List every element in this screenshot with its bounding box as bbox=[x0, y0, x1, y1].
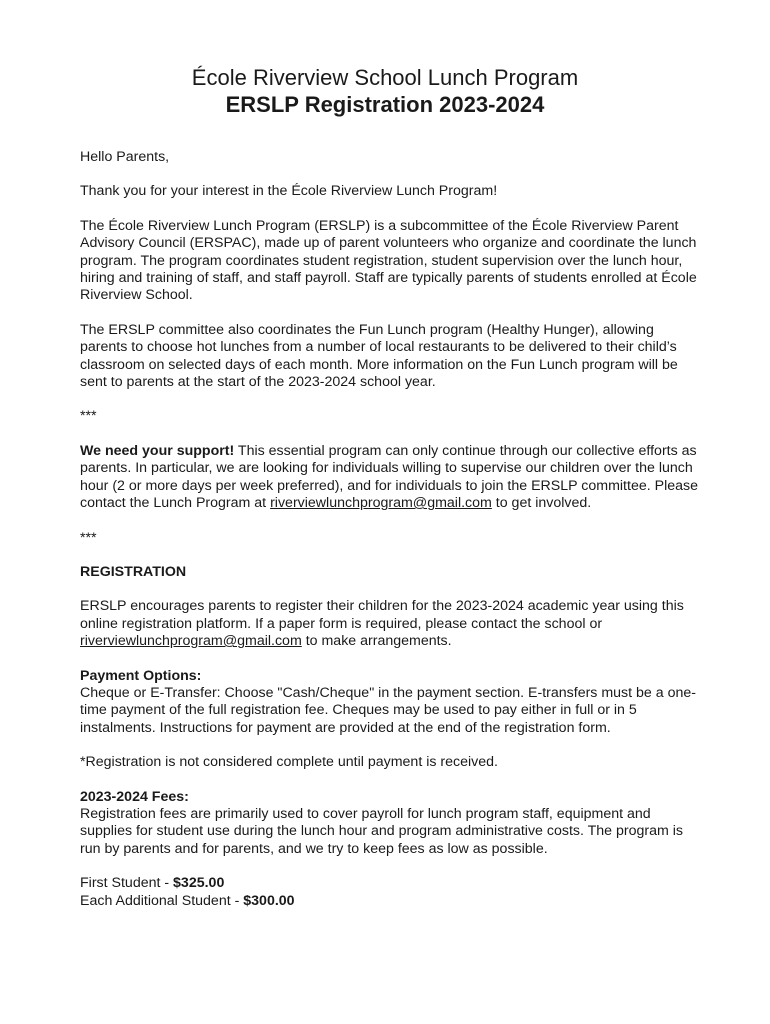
document-title: École Riverview School Lunch Program bbox=[191, 65, 579, 90]
payment-note: *Registration is not considered complete until payment is received. bbox=[80, 754, 498, 771]
fees-paragraph: Registration fees are primarily used to cover payroll for lunch program staff, equipment and supplies for student use during the lunch hour and program administrative costs. The program is run by parents and for parents, and we try to keep fees as low as possible. bbox=[80, 805, 684, 857]
fee-first-amount: $325.00 bbox=[173, 875, 225, 892]
separator-1: *** bbox=[80, 408, 97, 425]
thanks-paragraph: Thank you for your interest in the École Riverview Lunch Program! bbox=[80, 183, 498, 200]
registration-paragraph bbox=[80, 598, 700, 650]
document-page bbox=[80, 64, 700, 910]
fee-additional-amount: $300.00 bbox=[243, 892, 295, 909]
title-block bbox=[80, 64, 690, 119]
email-link[interactable]: riverviewlunchprogram@gmail.com bbox=[270, 495, 492, 512]
fees-heading: 2023-2024 Fees: bbox=[80, 788, 189, 805]
registration-text: ERSLP encourages parents to register their children for the 2023-2024 academic year using this online registration platform. If a paper form is required, please contact the school or bbox=[80, 598, 684, 632]
registration-heading: REGISTRATION bbox=[80, 563, 187, 580]
support-heading: We need your support! bbox=[80, 442, 235, 459]
fee-additional-student: Each Additional Student - $300.00 bbox=[80, 892, 295, 909]
registration-tail: to make arrangements. bbox=[301, 633, 452, 650]
email-link[interactable]: riverviewlunchprogram@gmail.com bbox=[80, 633, 302, 650]
support-text: This essential program can only continue through our collective efforts as parents. In particular, we are looking for individuals willing to supervise our children over the lunch hour (2 or more days per week preferred), and for individuals to join the ERSLP committee. Please contact the Lunch Program at bbox=[80, 442, 698, 512]
payment-paragraph: Cheque or E-Transfer: Choose "Cash/Cheque" in the payment section. E-transfers must be a one-time payment of the full registration fee. Cheques may be used to pay either in full or in 5 instalments. Instructions for payment are provided at the end of the registration form. bbox=[80, 684, 696, 736]
support-tail: to get involved. bbox=[491, 495, 592, 512]
separator-2: *** bbox=[80, 529, 97, 546]
intro-paragraph: The École Riverview Lunch Program (ERSLP) is a subcommittee of the École Riverview Parent Advisory Council (ERSPAC), made up of parent volunteers who organize and coordinate the lunch program. The program coordinates student registration, student supervision over the lunch hour, hiring and training of staff, and staff payroll. Staff are typically parents of students enrolled at École Riverview School. bbox=[80, 217, 697, 304]
fee-first-student: First Student - $325.00 bbox=[80, 875, 225, 892]
fun-lunch-paragraph: The ERSLP committee also coordinates the Fun Lunch program (Healthy Hunger), allowing parents to choose hot lunches from a number of local restaurants to be delivered to their child’s classroom on selected days of each month. More information on the Fun Lunch program will be sent to parents at the start of the 2023-2024 school year. bbox=[80, 321, 678, 391]
document-subtitle: ERSLP Registration 2023-2024 bbox=[225, 92, 545, 117]
payment-heading: Payment Options: bbox=[80, 667, 202, 684]
greeting: Hello Parents, bbox=[80, 149, 170, 165]
support-paragraph bbox=[80, 443, 700, 513]
